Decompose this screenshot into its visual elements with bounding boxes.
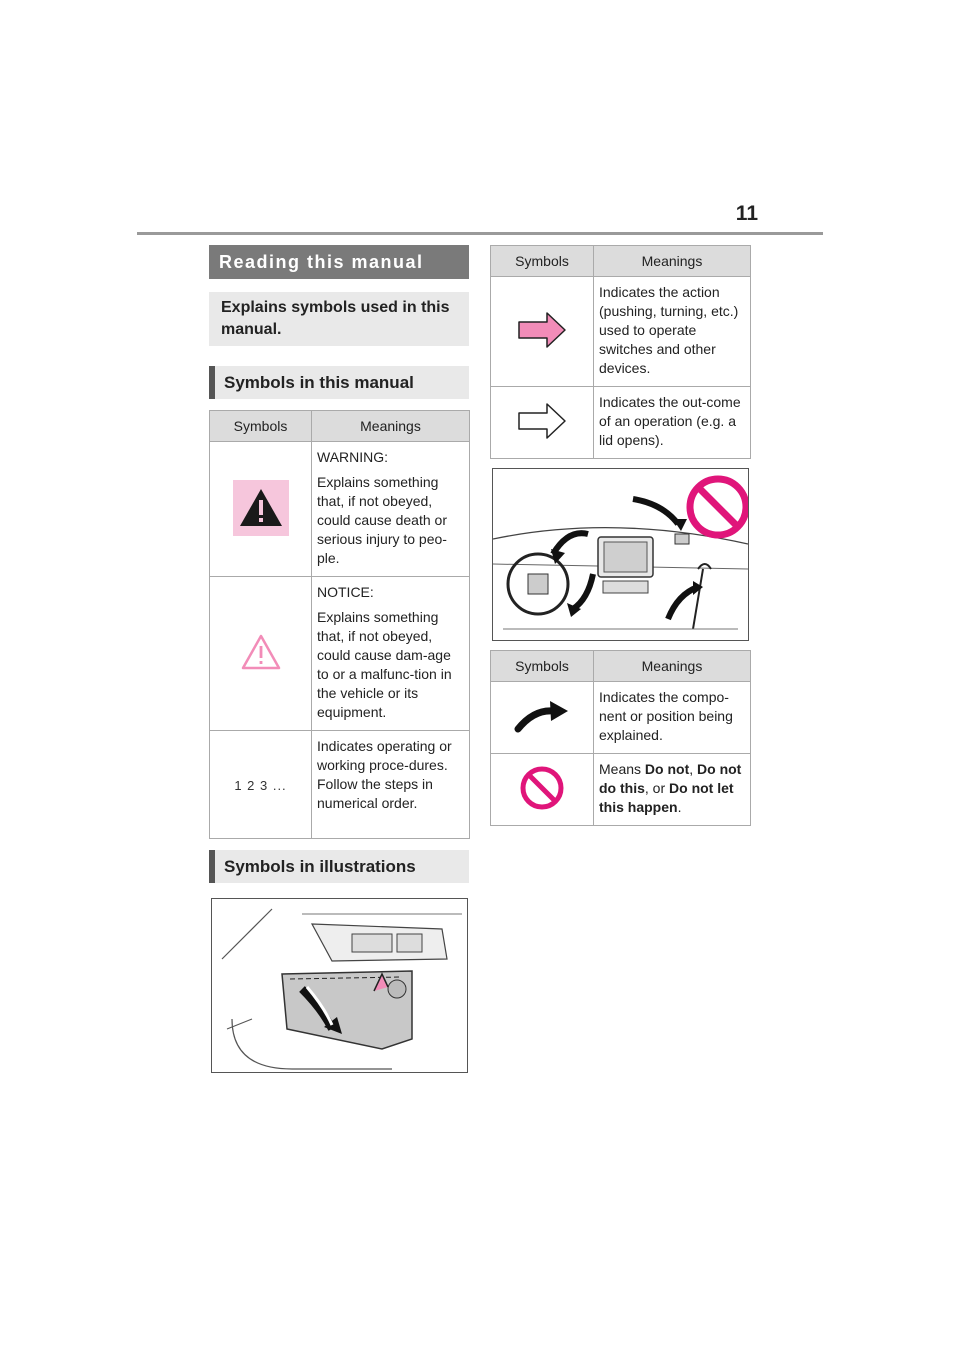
- action-arrow-pink-icon: [517, 337, 567, 353]
- symbols-manual-heading: Symbols in this manual: [209, 366, 469, 399]
- column-header-symbols: Symbols: [491, 651, 594, 682]
- numbered-steps-icon: 1 2 3 ...: [234, 777, 287, 793]
- illustration-symbols-table-a: [490, 245, 751, 459]
- illustration-symbols-table-b: [490, 650, 751, 826]
- notice-description: Explains something that, if not obeyed, could cause dam-age to or a malfunc-tion in the vehicle or its equipment.: [317, 609, 452, 720]
- table-row: [210, 442, 470, 577]
- table-row: [491, 387, 751, 459]
- table-row: [491, 682, 751, 754]
- warning-description: Explains something that, if not obeyed, could cause death or serious injury to peo-ple.: [317, 474, 447, 566]
- table-row: [210, 577, 470, 731]
- intro-text: Explains symbols used in this manual.: [209, 292, 469, 346]
- column-header-symbols: Symbols: [491, 246, 594, 277]
- warning-label: WARNING:: [317, 449, 389, 465]
- steps-description: Indicates operating or working proce-dures. Follow the steps in numerical order.: [317, 738, 452, 811]
- pointer-curved-arrow-icon: [514, 720, 570, 736]
- action-arrow-description: Indicates the action (pushing, turning, etc.) used to operate switches and other devices.: [599, 284, 739, 376]
- notice-label: NOTICE:: [317, 584, 374, 600]
- table-row: [491, 277, 751, 387]
- symbols-illustrations-heading: Symbols in illustrations: [209, 850, 469, 883]
- outcome-arrow-outline-icon: [517, 428, 567, 444]
- column-header-meanings: Meanings: [594, 651, 751, 682]
- section-title: Reading this manual: [209, 245, 469, 279]
- prohibition-description: Means Do not, Do not do this, or Do not let this happen.: [594, 754, 751, 826]
- table-row: [491, 754, 751, 826]
- column-header-symbols: Symbols: [210, 411, 312, 442]
- warning-triangle-filled-icon: [233, 523, 289, 539]
- overhead-console-illustration: [211, 898, 468, 1073]
- column-header-meanings: Meanings: [594, 246, 751, 277]
- pointer-arrow-description: Indicates the compo-nent or position being explained.: [599, 689, 733, 743]
- page-number: 11: [735, 202, 758, 225]
- prohibition-sign-icon: [518, 799, 566, 815]
- dashboard-illustration: [492, 468, 749, 641]
- column-header-meanings: Meanings: [312, 411, 470, 442]
- manual-symbols-table: [209, 410, 470, 839]
- notice-triangle-outline-icon: [241, 657, 281, 673]
- outcome-arrow-description: Indicates the out-come of an operation (e.g. a lid opens).: [599, 394, 741, 448]
- top-divider: [137, 232, 823, 235]
- table-row: [210, 731, 470, 839]
